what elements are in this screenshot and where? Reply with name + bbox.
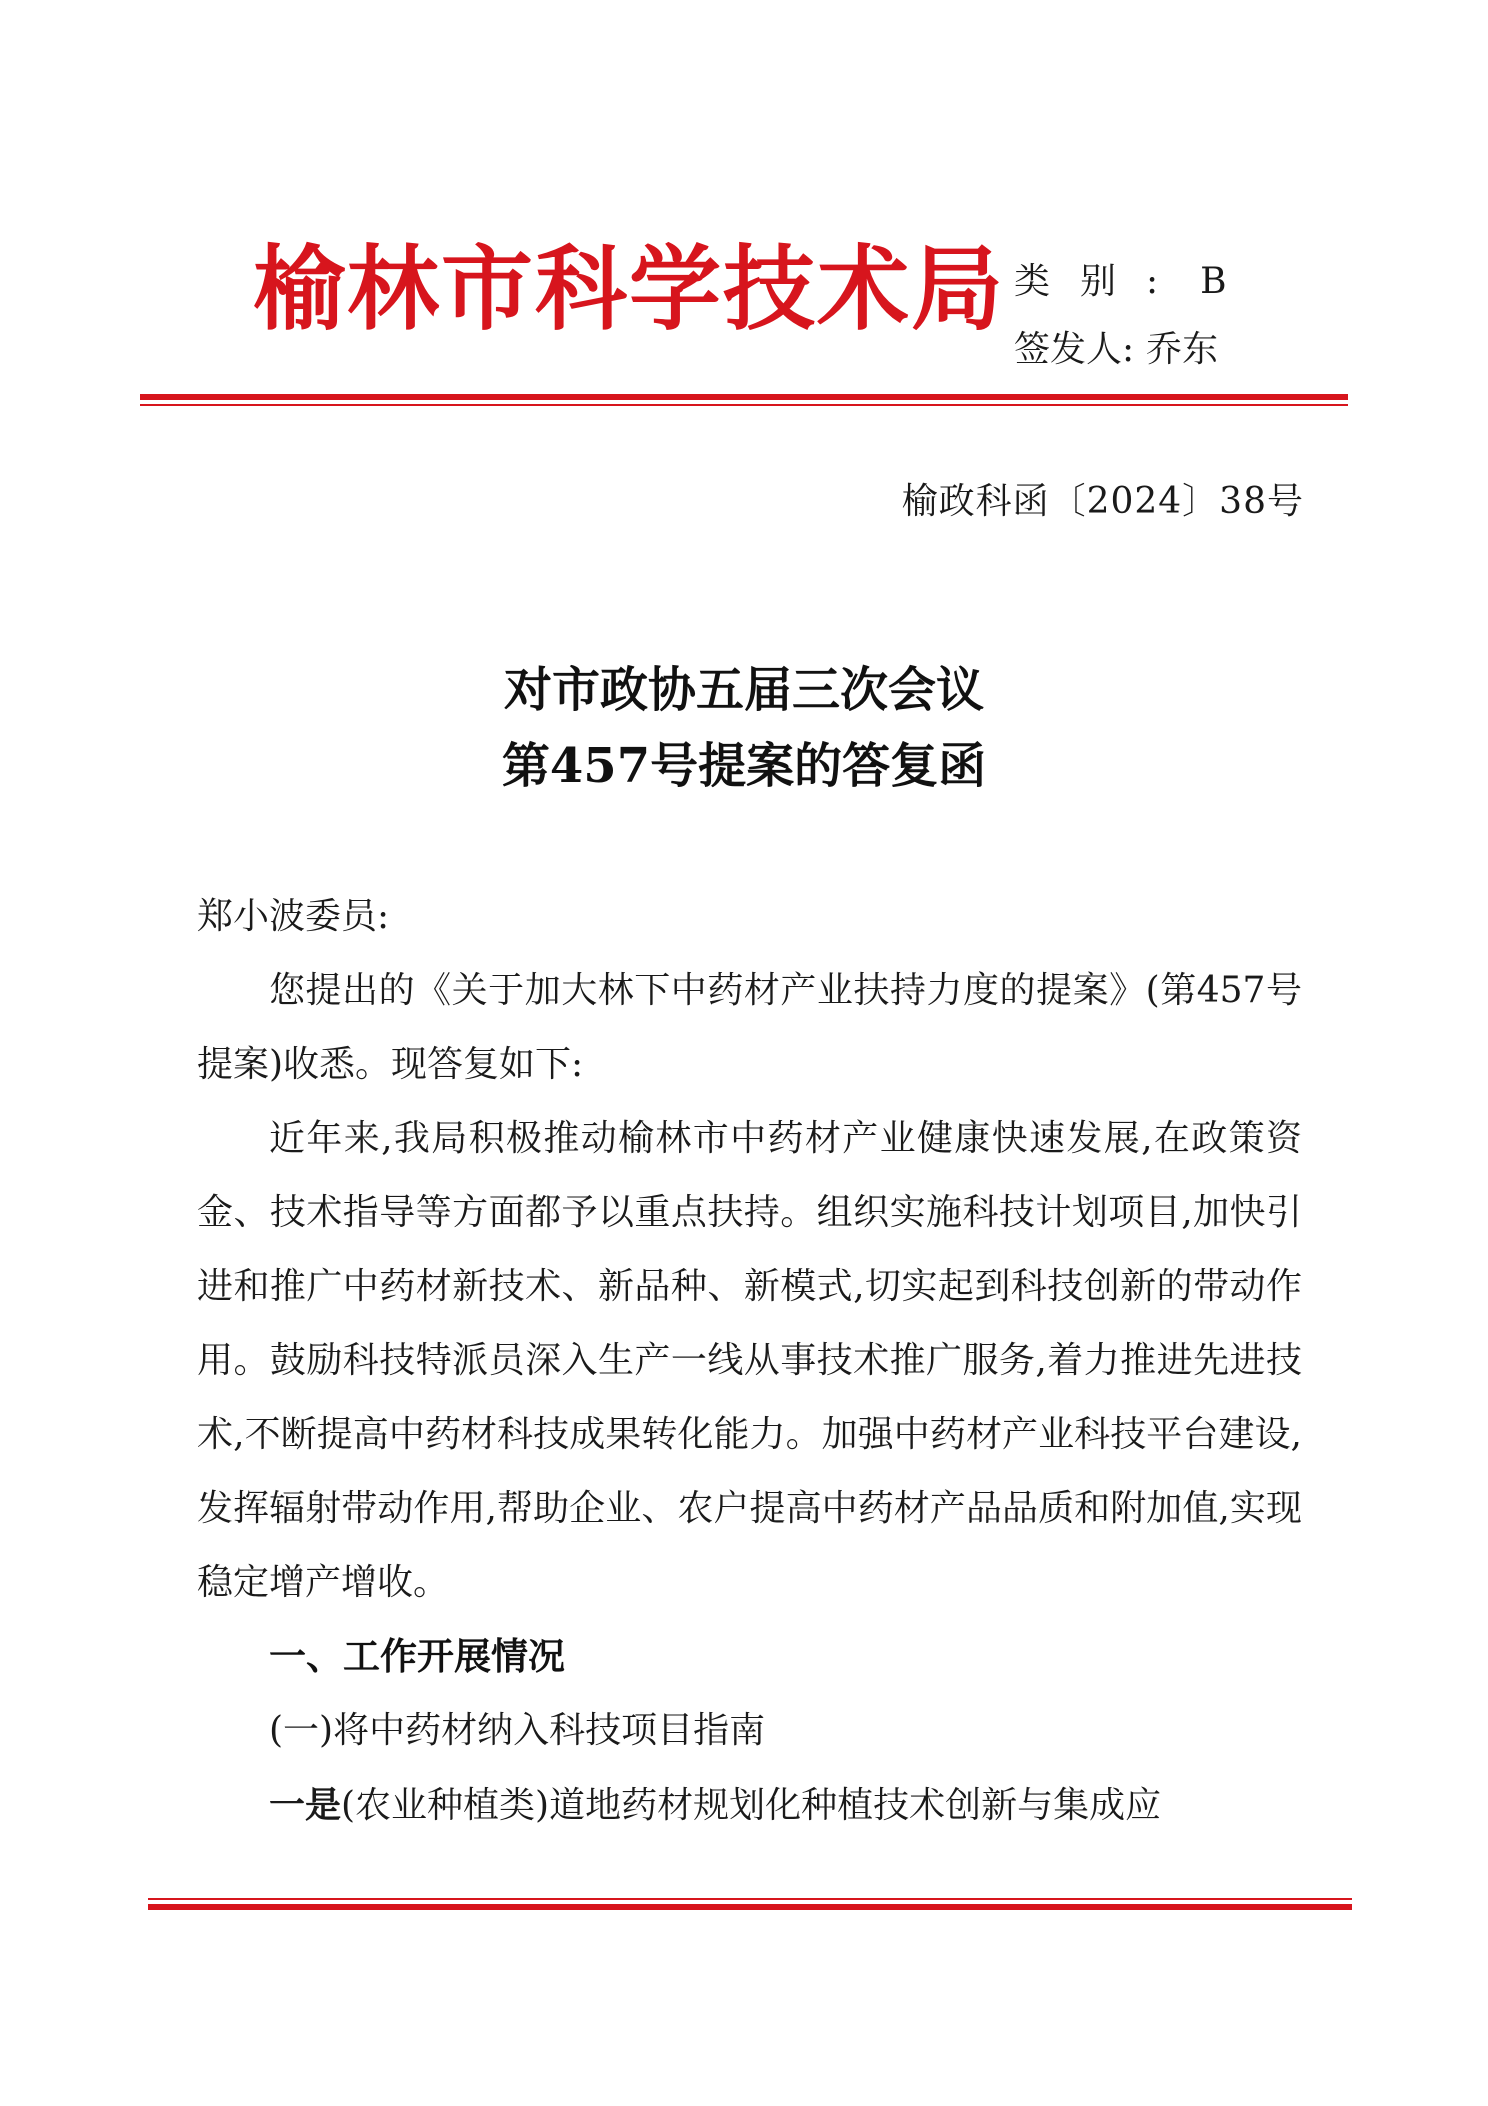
signer-line bbox=[1014, 329, 1219, 370]
section-heading: 一、工作开展情况 bbox=[269, 1635, 565, 1678]
body-paragraph-1: 您提出的《关于加大林下中药材产业扶持力度的提案》(第457号提案)收悉。现答复如下: bbox=[197, 970, 1302, 1085]
footer-divider-thick bbox=[148, 1904, 1352, 1910]
list-item-1-text: (农业种植类)道地药材规划化种植技术创新与集成应 bbox=[341, 1785, 1162, 1826]
list-item-1 bbox=[269, 1768, 1302, 1843]
footer-divider-thin bbox=[148, 1898, 1352, 1900]
signer-value: 乔东 bbox=[1146, 329, 1219, 370]
document-title-line2: 第457号提案的答复函 bbox=[501, 738, 987, 794]
letterhead-divider-thin bbox=[140, 404, 1348, 406]
document-title-line1: 对市政协五届三次会议 bbox=[503, 662, 984, 718]
signer-label: 签发人: bbox=[1014, 329, 1135, 370]
subsection-heading: (一)将中药材纳入科技项目指南 bbox=[269, 1710, 766, 1751]
document-number: 榆政科函〔2024〕38号 bbox=[901, 481, 1304, 522]
letterhead-divider-thick bbox=[140, 394, 1348, 400]
category-value: B bbox=[1200, 261, 1227, 302]
list-item-1-lead: 一是 bbox=[269, 1784, 342, 1826]
salutation: 郑小波委员: bbox=[197, 896, 390, 937]
agency-name: 榆林市科学技术局 bbox=[253, 235, 1006, 343]
body-paragraph-2: 近年来,我局积极推动榆林市中药材产业健康快速发展,在政策资金、技术指导等方面都予以重点扶持。组织实施科技计划项目,加快引进和推广中药材新技术、新品种、新模式,切实起到科技创新的带动作用。鼓励科技特派员深入生产一线从事技术推广服务,着力推进先进技术,不断提高中药材科技成果转化能力。加强中药材产业科技平台建设,发挥辐射带动作用,帮助企业、农户提高中药材产品品质和附加值,实现稳定增产增收。 bbox=[197, 1118, 1302, 1603]
category-label: 类别: bbox=[1014, 261, 1189, 302]
category-line bbox=[1014, 261, 1227, 302]
